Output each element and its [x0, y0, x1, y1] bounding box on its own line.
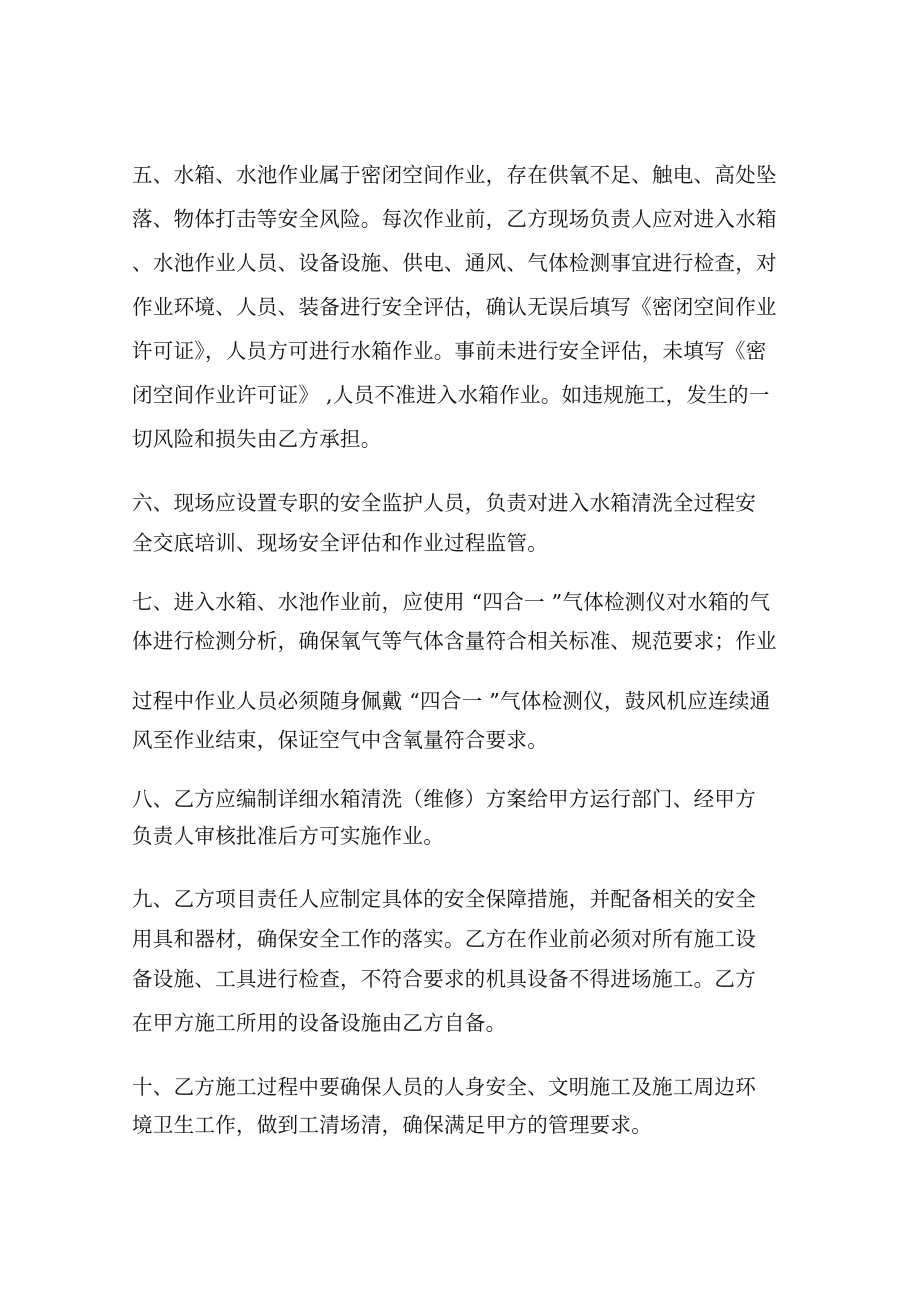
paragraph-5-line-5: 许可证》，人员方可进行水箱作业。事前未进行安全评估，未填写《密 [132, 339, 767, 363]
paragraph-9-line-2: 用具和器材，确保安全工作的落实。乙方在作业前必须对所有施工设 [132, 927, 756, 951]
paragraph-5-line-2: 落、物体打击等安全风险。每次作业前，乙方现场负责人应对进入水箱 [132, 207, 777, 231]
paragraph-5-line-6: 闭空间作业许可证》 ,人员不准进入水箱作业。如违规施工，发生的一 [132, 383, 770, 407]
paragraph-9-line-1: 九、乙方项目责任人应制定具体的安全保障措施，并配备相关的安全 [132, 887, 756, 911]
paragraph-5-line-4: 作业环境、人员、装备进行安全评估，确认无误后填写《密闭空间作业 [132, 295, 777, 319]
paragraph-8-line-1: 八、乙方应编制详细水箱清洗（维修）方案给甲方运行部门、经甲方 [132, 787, 756, 811]
paragraph-5-line-7: 切风险和损失由乙方承担。 [132, 427, 382, 451]
paragraph-5-line-3: 、水池作业人员、设备设施、供电、通风、气体检测事宜进行检查，对 [132, 251, 777, 275]
paragraph-9-line-4: 在甲方施工所用的设备设施由乙方自备。 [132, 1011, 507, 1035]
paragraph-7b-line-2: 风至作业结束，保证空气中含氧量符合要求。 [132, 728, 548, 752]
paragraph-7-line-1: 七、进入水箱、水池作业前，应使用 “四合一 ”气体检测仪对水箱的气 [132, 590, 771, 614]
paragraph-7b-line-1: 过程中作业人员必须随身佩戴 “四合一 ”气体检测仪，鼓风机应连续通 [132, 689, 771, 713]
paragraph-5-line-1: 五、水箱、水池作业属于密闭空间作业，存在供氧不足、触电、高处坠 [132, 163, 777, 187]
paragraph-6-line-2: 全交底培训、现场安全评估和作业过程监管。 [132, 531, 548, 555]
paragraph-10-line-1: 十、乙方施工过程中要确保人员的人身安全、文明施工及施工周边环 [132, 1075, 756, 1099]
paragraph-10-line-2: 境卫生工作，做到工清场清，确保满足甲方的管理要求。 [132, 1113, 652, 1137]
paragraph-9-line-3: 备设施、工具进行检查，不符合要求的机具设备不得进场施工。乙方 [132, 967, 756, 991]
paragraph-7-line-2: 体进行检测分析，确保氧气等气体含量符合相关标准、规范要求；作业 [132, 629, 777, 653]
paragraph-8-line-2: 负责人审核批准后方可实施作业。 [132, 824, 444, 848]
paragraph-6-line-1: 六、现场应设置专职的安全监护人员，负责对进入水箱清洗全过程安 [132, 491, 756, 515]
